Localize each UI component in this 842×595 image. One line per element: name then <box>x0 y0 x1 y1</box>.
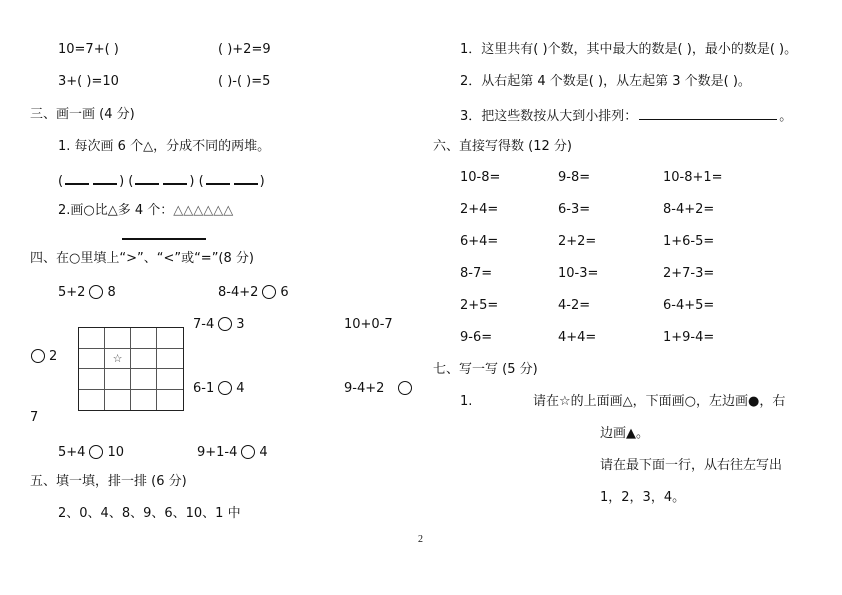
fill-item: 10=7+( ) <box>58 42 119 57</box>
section-6-title: 六、直接写得数 (12 分) <box>433 139 572 154</box>
compare-item: 7-4 3 <box>193 317 245 332</box>
calc-item: 2+7-3= <box>663 266 715 281</box>
section-4-title: 四、在○里填上“>”、“<”或“=”(8 分) <box>30 251 254 266</box>
circle-blank[interactable] <box>89 285 103 299</box>
position-grid <box>78 327 184 411</box>
compare-item: 2 <box>28 349 57 365</box>
right-q1: 1．这里共有( )个数，其中最大的数是( )，最小的数是( )。 <box>460 42 798 57</box>
calc-item: 1+6-5= <box>663 234 715 249</box>
compare-item: 5+4 10 <box>58 445 124 460</box>
circle-blank[interactable] <box>218 317 232 331</box>
circle-blank[interactable] <box>218 381 232 395</box>
fill-item: 3+( )=10 <box>58 74 119 89</box>
paren: ( <box>198 174 204 189</box>
star-icon: ☆ <box>105 349 131 370</box>
calc-item: 8-7= <box>460 266 493 281</box>
fill-item: ( )-( )=5 <box>218 74 271 89</box>
circle-blank[interactable] <box>398 381 412 395</box>
paren: ( <box>128 174 134 189</box>
right-q3: 3．把这些数按从大到小排列： 。 <box>460 109 793 124</box>
calc-item: 4-2= <box>558 298 591 313</box>
compare-item: 6-1 4 <box>193 381 245 396</box>
triangles: △△△△△△ <box>173 203 234 218</box>
page-number: 2 <box>418 534 423 545</box>
section-7-title: 七、写一写 (5 分) <box>433 362 538 377</box>
right-q2: 2．从右起第 4 个数是( )，从左起第 3 个数是( )。 <box>460 74 751 89</box>
calc-item: 9-8= <box>558 170 591 185</box>
section-7-line: 请在☆的上面画△，下面画○，左边画●，右 <box>533 394 786 409</box>
paren: ) <box>119 174 125 189</box>
calc-item: 10-3= <box>558 266 599 281</box>
compare-item: 8-4+2 6 <box>218 285 289 300</box>
fill-item: ( )+2=9 <box>218 42 271 57</box>
calc-item: 6+4= <box>460 234 499 249</box>
circle-blank[interactable] <box>89 445 103 459</box>
calc-item: 6-3= <box>558 202 591 217</box>
paren: ( <box>58 174 64 189</box>
calc-item: 9-6= <box>460 330 493 345</box>
calc-item: 6-4+5= <box>663 298 715 313</box>
number-list: 2、0、4、8、9、6、10、1 中 <box>58 506 241 521</box>
compare-item: 9+1-4 4 <box>197 445 268 460</box>
paren: ) <box>259 174 265 189</box>
compare-item: 10+0-7 <box>344 317 393 332</box>
q2-text: 2.画○比△多 4 个： <box>58 203 174 218</box>
circle-blank[interactable] <box>241 445 255 459</box>
compare-item: 7 <box>30 410 39 425</box>
section-7-line: 边画▲。 <box>600 426 649 441</box>
paren: ) <box>189 174 195 189</box>
compare-item: 9-4+2 <box>344 381 416 397</box>
answer-line[interactable] <box>122 238 206 240</box>
calc-item: 8-4+2= <box>663 202 715 217</box>
answer-line[interactable] <box>639 107 777 120</box>
calc-item: 2+4= <box>460 202 499 217</box>
section-3-q2 <box>58 203 233 219</box>
calc-item: 4+4= <box>558 330 597 345</box>
compare-item: 5+2 8 <box>58 285 116 300</box>
circle-blank[interactable] <box>262 285 276 299</box>
calc-item: 10-8= <box>460 170 501 185</box>
calc-item: 2+2= <box>558 234 597 249</box>
section-3-q1: 1. 每次画 6 个△，分成不同的两堆。 <box>58 139 271 154</box>
calc-item: 1+9-4= <box>663 330 715 345</box>
section-7-line: 1，2，3，4。 <box>600 490 686 505</box>
section-5-title: 五、填一填，排一排 (6 分) <box>30 474 187 489</box>
section-7-line: 请在最下面一行，从右往左写出 <box>600 458 783 473</box>
calc-item: 2+5= <box>460 298 499 313</box>
section-7-num: 1. <box>460 394 473 409</box>
calc-item: 10-8+1= <box>663 170 723 185</box>
section-3-title: 三、画一画 (4 分) <box>30 107 135 122</box>
answer-blanks[interactable] <box>58 171 265 190</box>
circle-blank[interactable] <box>31 349 45 363</box>
